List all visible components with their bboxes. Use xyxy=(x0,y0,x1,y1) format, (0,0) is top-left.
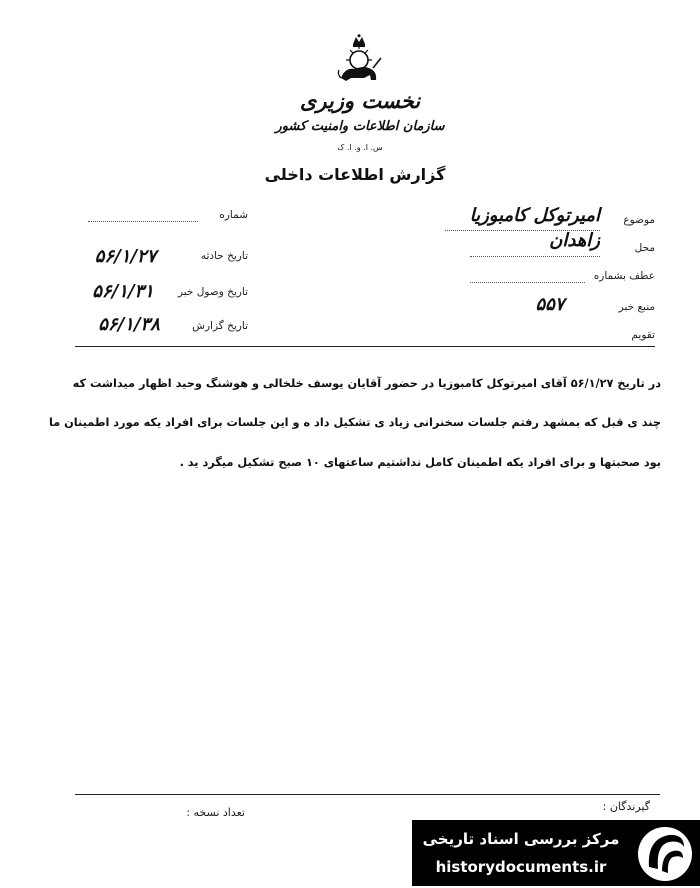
body-line-1: در تاریخ ۵۶/۱/۲۷ آقای امیرتوکل کامبوزیا در حضور آقایان یوسف خلخالی و هوشنگ وحید اظهار میداشت که xyxy=(72,377,661,390)
footer-divider xyxy=(75,794,660,795)
event-date-value: ۵۶/۱/۲۷ xyxy=(94,246,157,267)
location-label: محل xyxy=(634,242,655,254)
ministry-title: نخست وزیری xyxy=(299,88,421,113)
lion-and-sun-emblem xyxy=(333,34,385,90)
body-line-3: بود صحبتها و برای افراد یکه اطمینان کامل نداشتیم ساعتهای ۱۰ صبح تشکیل میگرد ید . xyxy=(179,456,661,469)
copies-label: تعداد نسخه : xyxy=(186,806,245,819)
event-date-label: تاریخ حادثه xyxy=(200,250,248,262)
news-received-value: ۵۶/۱/۳۱ xyxy=(92,281,154,302)
organization-code: س. ا. و. ا. ک xyxy=(337,143,383,152)
number-dotted-line xyxy=(88,221,198,222)
archive-watermark xyxy=(412,820,700,886)
reference-dotted-line xyxy=(470,282,585,283)
archive-url: historydocuments.ir xyxy=(435,858,607,876)
report-date-value: ۵۶/۱/۳۸ xyxy=(98,314,160,335)
organization-name: سازمان اطلاعات وامنیت کشور xyxy=(275,119,445,134)
report-date-label: تاریخ گزارش xyxy=(192,320,248,332)
source-label: منبع خبر xyxy=(618,301,655,313)
location-value: زاهدان xyxy=(549,230,600,251)
fields-divider xyxy=(75,346,655,347)
archive-logo-icon xyxy=(636,825,694,883)
location-dotted-line xyxy=(470,256,600,257)
recipients-label: گیرندگان : xyxy=(602,800,650,813)
archive-name: مرکز بررسی اسناد تاریخی xyxy=(422,830,620,848)
subject-value: امیرتوکل کامبوزیا xyxy=(469,205,600,226)
number-label: شماره xyxy=(219,209,248,221)
assessment-label: تقویم xyxy=(631,329,655,341)
report-title: گزارش اطلاعات داخلی xyxy=(264,165,446,184)
source-value: ۵۵۷ xyxy=(535,294,565,315)
reference-label: عطف بشماره xyxy=(593,270,655,282)
subject-label: موضوع xyxy=(623,214,655,226)
body-line-2: چند ی قبل که بمشهد رفتم جلسات سخنرانی زیاد ی تشکیل داد ه و این جلسات برای افراد یکه مورد اطمینان ما xyxy=(48,416,661,429)
news-received-label: تاریخ وصول خبر xyxy=(177,286,248,298)
